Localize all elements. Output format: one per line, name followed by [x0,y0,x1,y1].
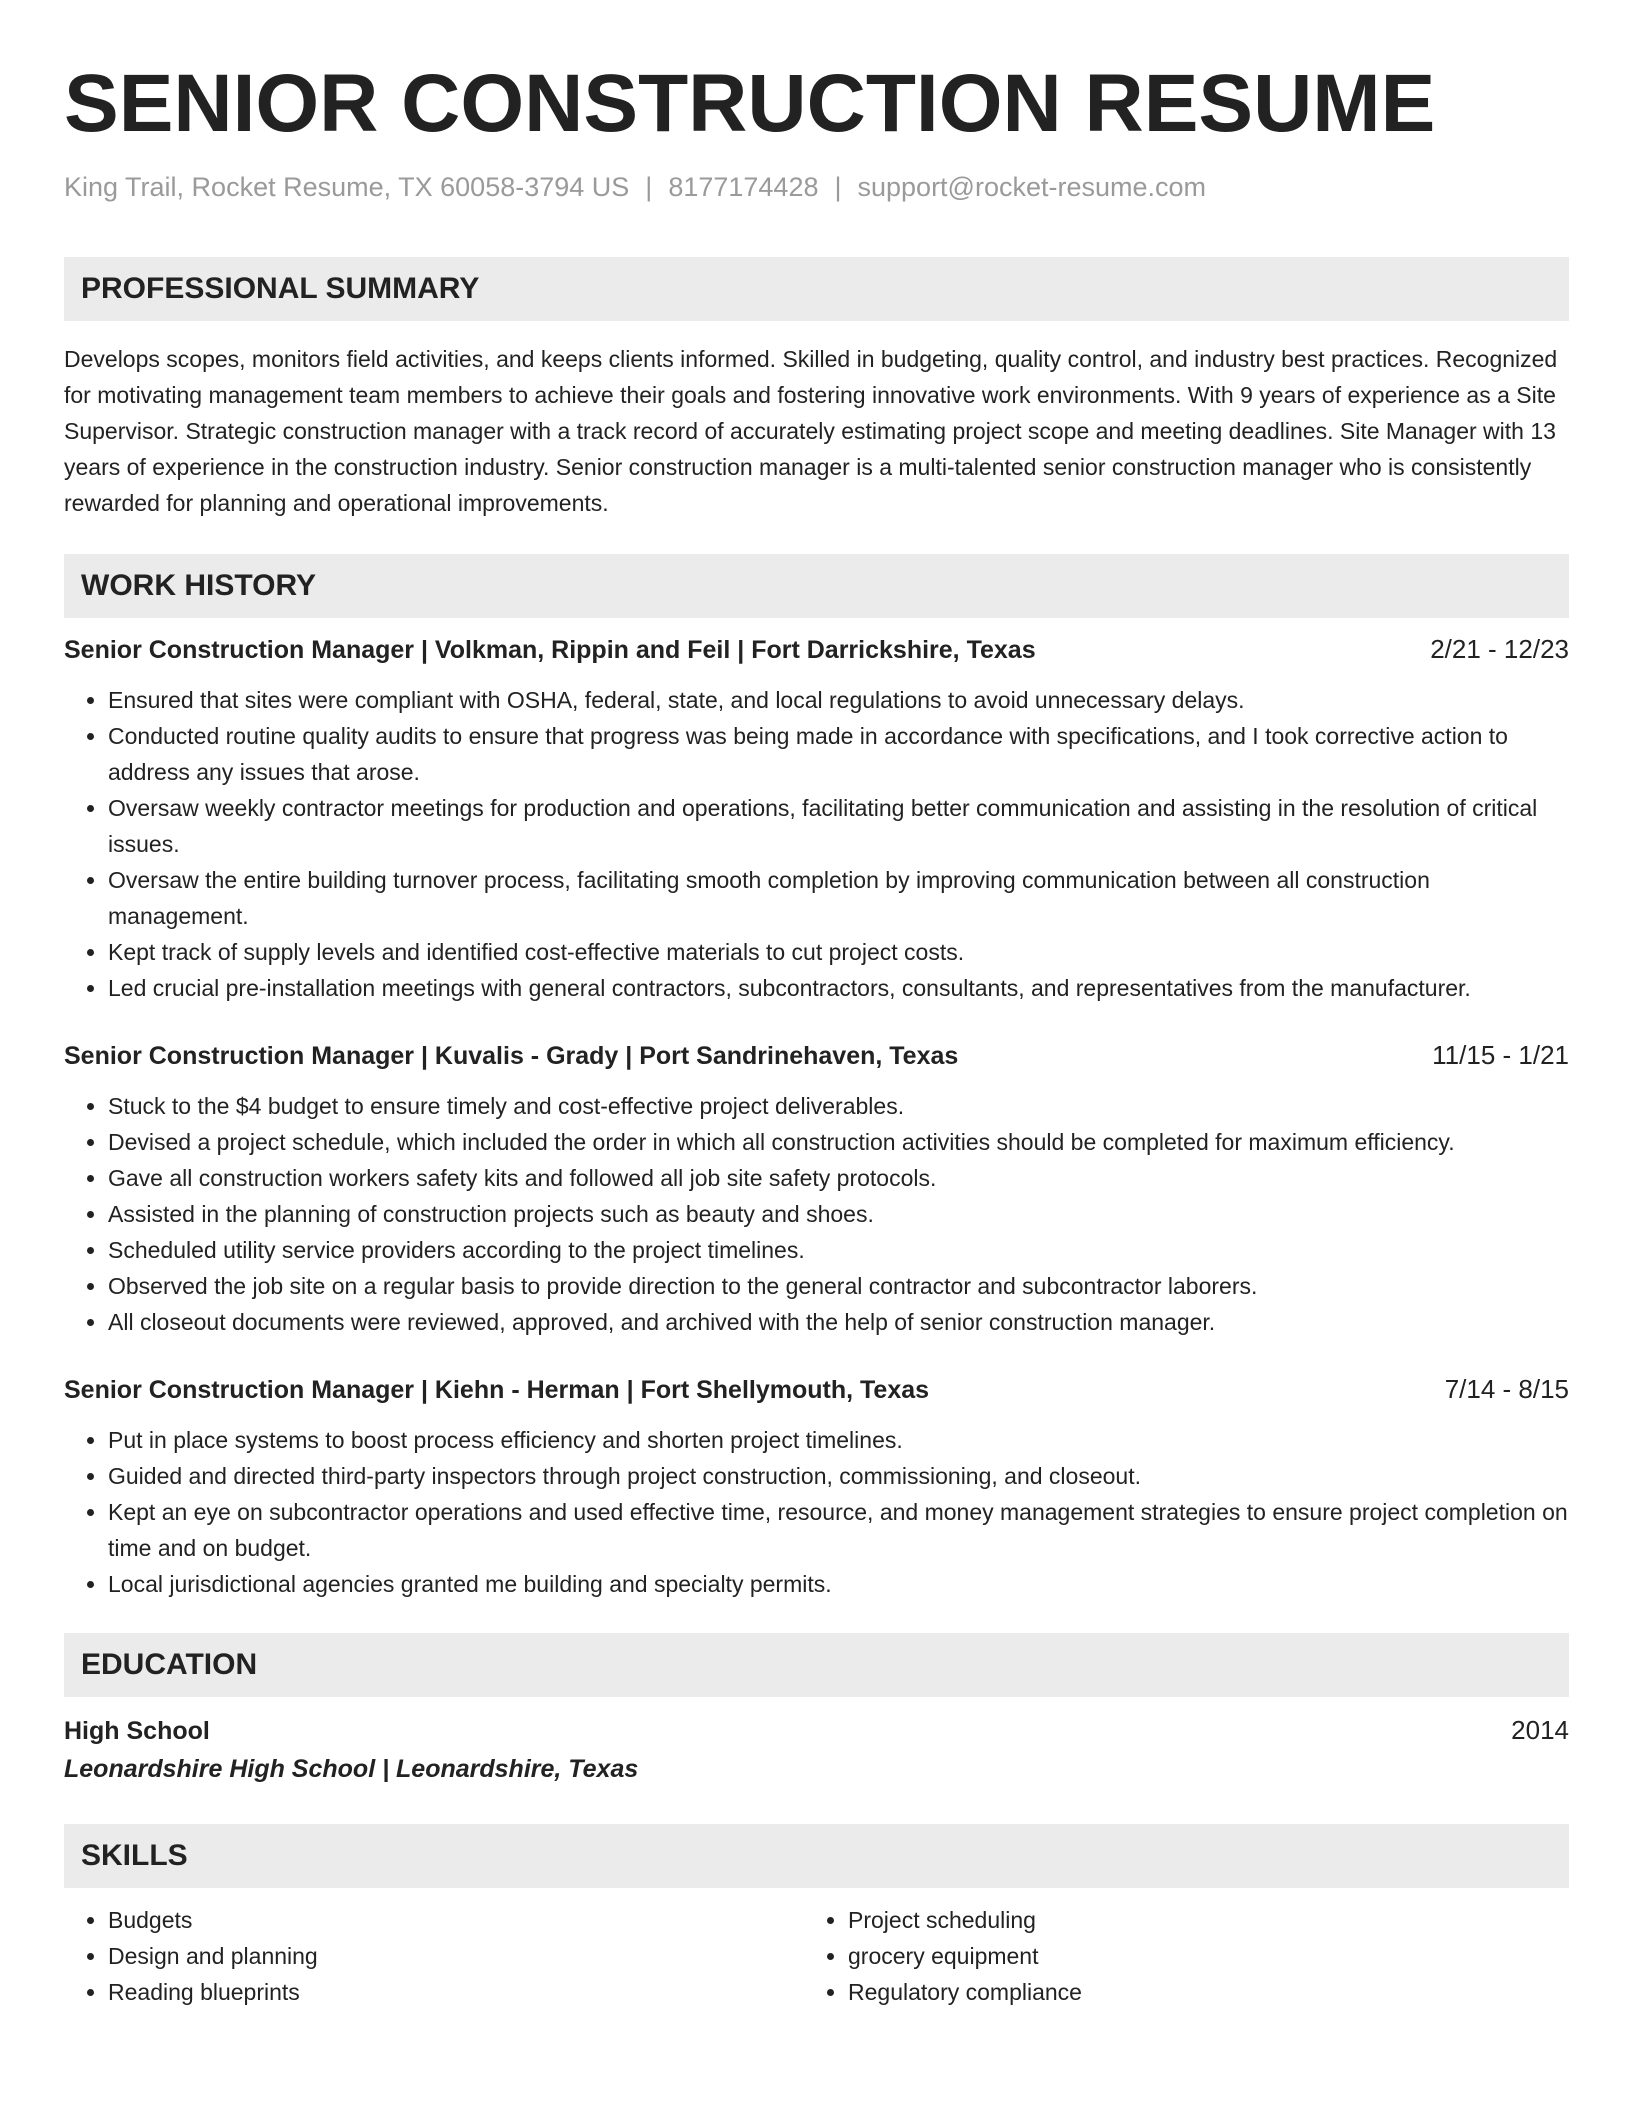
job-bullet: • Devised a project schedule, which included the order in which all construction activities should be completed for maximum efficiency. [108,1124,1569,1160]
skill-item: • grocery equipment [848,1938,1569,1974]
job-bullets [64,682,1569,1006]
job-title: Senior Construction Manager | Kiehn - Herman | Fort Shellymouth, Texas [64,1376,930,1404]
contact-email[interactable]: support@rocket-resume.com [857,172,1207,202]
job-heading-row [64,632,1569,667]
job-bullet: • Guided and directed third-party inspectors through project construction, commissioning, and closeout. [108,1458,1569,1494]
job-entry [64,1038,1569,1340]
education-heading-row [64,1713,1569,1748]
contact-separator: | [645,172,653,202]
job-bullet: • Ensured that sites were compliant with OSHA, federal, state, and local regulations to avoid unnecessary delays. [108,682,1569,718]
job-bullet: • Stuck to the $4 budget to ensure timely and cost-effective project deliverables. [108,1088,1569,1124]
job-bullet: • All closeout documents were reviewed, approved, and archived with the help of senior construction manager. [108,1304,1569,1340]
skill-item: • Design and planning [108,1938,804,1974]
job-bullets [64,1088,1569,1340]
summary-text: Develops scopes, monitors field activities, and keeps clients informed. Skilled in budgeting, quality control, and industry best practices. Recognized for motivating management team members to achieve their goals and fostering innovative work environments. With 9 years of experience as a Site Supervisor. Strategic construction manager with a track record of accurately estimating project scope and meeting deadlines. Site Manager with 13 years of experience in the construction industry. Senior construction manager is a multi-talented senior construction manager who is consistently rewarded for planning and operational improvements. [64,346,1558,516]
job-bullet: • Oversaw weekly contractor meetings for production and operations, facilitating better communication and assisting in the resolution of critical issues. [108,790,1569,862]
job-title: Senior Construction Manager | Volkman, Rippin and Feil | Fort Darrickshire, Texas [64,636,1036,664]
job-bullet: • Kept an eye on subcontractor operations and used effective time, resource, and money management strategies to ensure project completion on time and on budget. [108,1494,1569,1566]
job-heading-row [64,1372,1569,1407]
skill-item: • Regulatory compliance [848,1974,1569,2010]
job-title: Senior Construction Manager | Kuvalis - Grady | Port Sandrinehaven, Texas [64,1042,959,1070]
contact-line [64,170,1569,204]
job-entry [64,1372,1569,1602]
resume-title: SENIOR CONSTRUCTION RESUME [64,58,1436,149]
skills-column-right [804,1902,1569,2010]
job-dates: 11/15 - 1/21 [1432,1040,1569,1070]
job-bullet: • Assisted in the planning of construction projects such as beauty and shoes. [108,1196,1569,1232]
job-bullet: • Scheduled utility service providers according to the project timelines. [108,1232,1569,1268]
job-bullet: • Conducted routine quality audits to ensure that progress was being made in accordance with specifications, and I took corrective action to address any issues that arose. [108,718,1569,790]
section-header-skills: SKILLS [64,1824,1569,1888]
contact-separator: | [834,172,842,202]
skills-grid [64,1902,1569,2010]
skill-item: • Project scheduling [848,1902,1569,1938]
job-bullets [64,1422,1569,1602]
section-header-summary: PROFESSIONAL SUMMARY [64,257,1569,321]
contact-phone: 8177174428 [668,172,819,202]
job-bullet: • Oversaw the entire building turnover process, facilitating smooth completion by improving communication between all construction management. [108,862,1569,934]
job-bullet: • Local jurisdictional agencies granted me building and specialty permits. [108,1566,1569,1602]
job-bullet: • Kept track of supply levels and identified cost-effective materials to cut project costs. [108,934,1569,970]
job-entry [64,632,1569,1006]
education-year: 2014 [1511,1715,1569,1745]
skill-item: • Budgets [108,1902,804,1938]
skill-item: • Reading blueprints [108,1974,804,2010]
job-heading-row [64,1038,1569,1073]
education-school: Leonardshire High School | Leonardshire, Texas [64,1755,639,1783]
job-bullet: • Led crucial pre-installation meetings with general contractors, subcontractors, consultants, and representatives from the manufacturer. [108,970,1569,1006]
job-bullet: • Put in place systems to boost process efficiency and shorten project timelines. [108,1422,1569,1458]
section-header-education: EDUCATION [64,1633,1569,1697]
job-bullet: • Gave all construction workers safety kits and followed all job site safety protocols. [108,1160,1569,1196]
education-degree: High School [64,1717,210,1745]
job-bullet: • Observed the job site on a regular basis to provide direction to the general contractor and subcontractor laborers. [108,1268,1569,1304]
job-dates: 2/21 - 12/23 [1430,634,1569,664]
job-dates: 7/14 - 8/15 [1444,1374,1569,1404]
contact-address: King Trail, Rocket Resume, TX 60058-3794 US [64,172,630,202]
section-header-work-history: WORK HISTORY [64,554,1569,618]
skills-column-left [64,1902,804,2010]
